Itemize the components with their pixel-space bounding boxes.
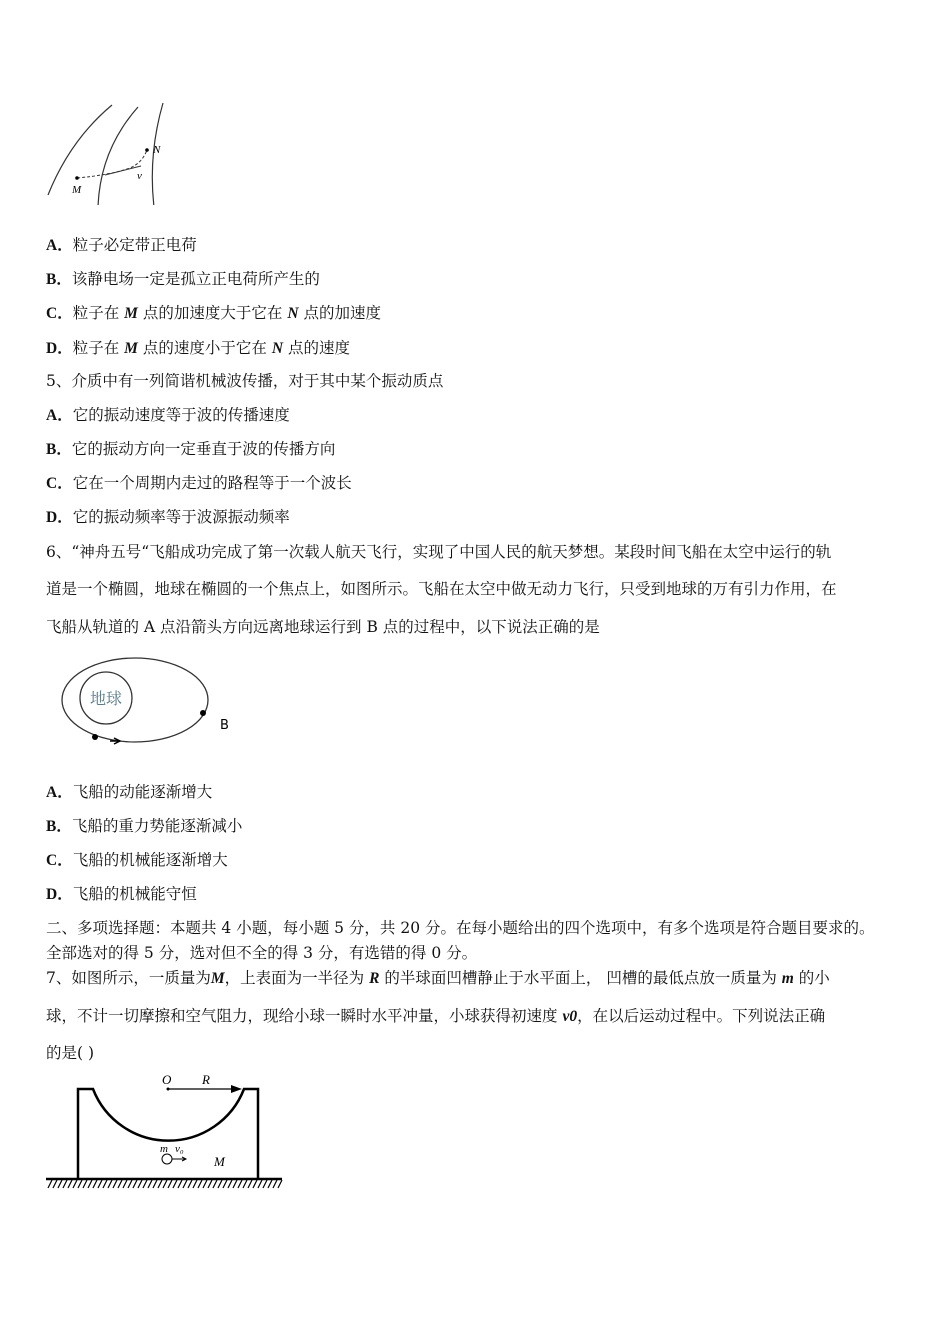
q6-stem-line-3: 飞船从轨道的 A 点沿箭头方向远离地球运行到 B 点的过程中，以下说法正确的是 bbox=[46, 618, 600, 636]
q4-option-b: B．该静电场一定是孤立正电荷所产生的 bbox=[46, 270, 320, 288]
label-B: B bbox=[220, 718, 229, 733]
label-m: m bbox=[160, 1143, 168, 1155]
label-R: R bbox=[202, 1072, 210, 1087]
label-v0: v₀ bbox=[175, 1143, 184, 1155]
hemispherical-groove-figure bbox=[44, 1072, 286, 1192]
q4-option-c: C．粒子在 M 点的加速度大于它在 N 点的加速度 bbox=[46, 304, 381, 322]
label-N: N bbox=[153, 144, 161, 156]
point-N bbox=[145, 148, 149, 152]
radius-arrowhead bbox=[231, 1085, 242, 1093]
section-2-scoring: 全部选对的得 5 分，选对但不全的得 3 分，有选错的得 0 分。 bbox=[46, 944, 478, 962]
q6-option-b: B．飞船的重力势能逐渐减小 bbox=[46, 817, 243, 835]
q6-option-a: A．飞船的动能逐渐增大 bbox=[46, 783, 213, 801]
point-M bbox=[75, 176, 79, 180]
point-B bbox=[200, 710, 206, 716]
label-v: v bbox=[137, 170, 142, 182]
q4-option-a: A．粒子必定带正电荷 bbox=[46, 236, 197, 254]
q6-stem-line-2: 道是一个椭圆，地球在椭圆的一个焦点上，如图所示。飞船在太空中做无动力飞行，只受到地球的万有引力作用，在 bbox=[46, 580, 837, 598]
section-2-heading: 二、多项选择题：本题共 4 小题，每小题 5 分，共 20 分。在每小题给出的四个选项中，有多个选项是符合题目要求的。 bbox=[46, 919, 875, 937]
ground-hatch bbox=[48, 1180, 282, 1188]
q5-option-b: B．它的振动方向一定垂直于波的传播方向 bbox=[46, 440, 336, 458]
groove-block bbox=[78, 1089, 258, 1178]
q6-option-c: C．飞船的机械能逐渐增大 bbox=[46, 851, 228, 869]
q6-stem-line-1: 6、“神舟五号“飞船成功完成了第一次载人航天飞行，实现了中国人民的航天梦想。某段时间飞船在太空中运行的轨 bbox=[46, 543, 832, 561]
earth-label: 地球 bbox=[89, 689, 123, 708]
electric-field-figure bbox=[40, 95, 190, 205]
field-line-2 bbox=[98, 107, 138, 205]
velocity-arrow bbox=[172, 1157, 186, 1161]
q5-stem: 5、介质中有一列简谐机械波传播，对于其中某个振动质点 bbox=[46, 372, 444, 390]
velocity-arrow bbox=[105, 166, 141, 175]
q4-option-d: D．粒子在 M 点的速度小于它在 N 点的速度 bbox=[46, 339, 350, 357]
label-O: O bbox=[162, 1072, 172, 1087]
orbit-ellipse bbox=[62, 658, 208, 742]
direction-arrow bbox=[110, 738, 120, 744]
ball bbox=[162, 1154, 172, 1164]
q5-option-d: D．它的振动频率等于波源振动频率 bbox=[46, 508, 290, 526]
point-A bbox=[92, 734, 98, 740]
q7-stem-line-3: 的是( ) bbox=[46, 1044, 95, 1062]
q5-option-a: A．它的振动速度等于波的传播速度 bbox=[46, 406, 290, 424]
q7-stem-line-2: 球，不计一切摩擦和空气阻力，现给小球一瞬时水平冲量，小球获得初速度 v0，在以后运动过程中。下列说法正确 bbox=[46, 1007, 826, 1025]
q5-option-c: C．它在一个周期内走过的路程等于一个波长 bbox=[46, 474, 352, 492]
label-M: M bbox=[214, 1154, 225, 1169]
q6-option-d: D．飞船的机械能守恒 bbox=[46, 885, 197, 903]
label-M: M bbox=[72, 184, 82, 196]
field-line-1 bbox=[48, 105, 112, 195]
q7-stem-line-1: 7、如图所示，一质量为M，上表面为一半径为 R 的半球面凹槽静止于水平面上， 凹槽的最低点放一质量为 m 的小 bbox=[46, 969, 830, 987]
orbit-figure bbox=[50, 655, 240, 755]
